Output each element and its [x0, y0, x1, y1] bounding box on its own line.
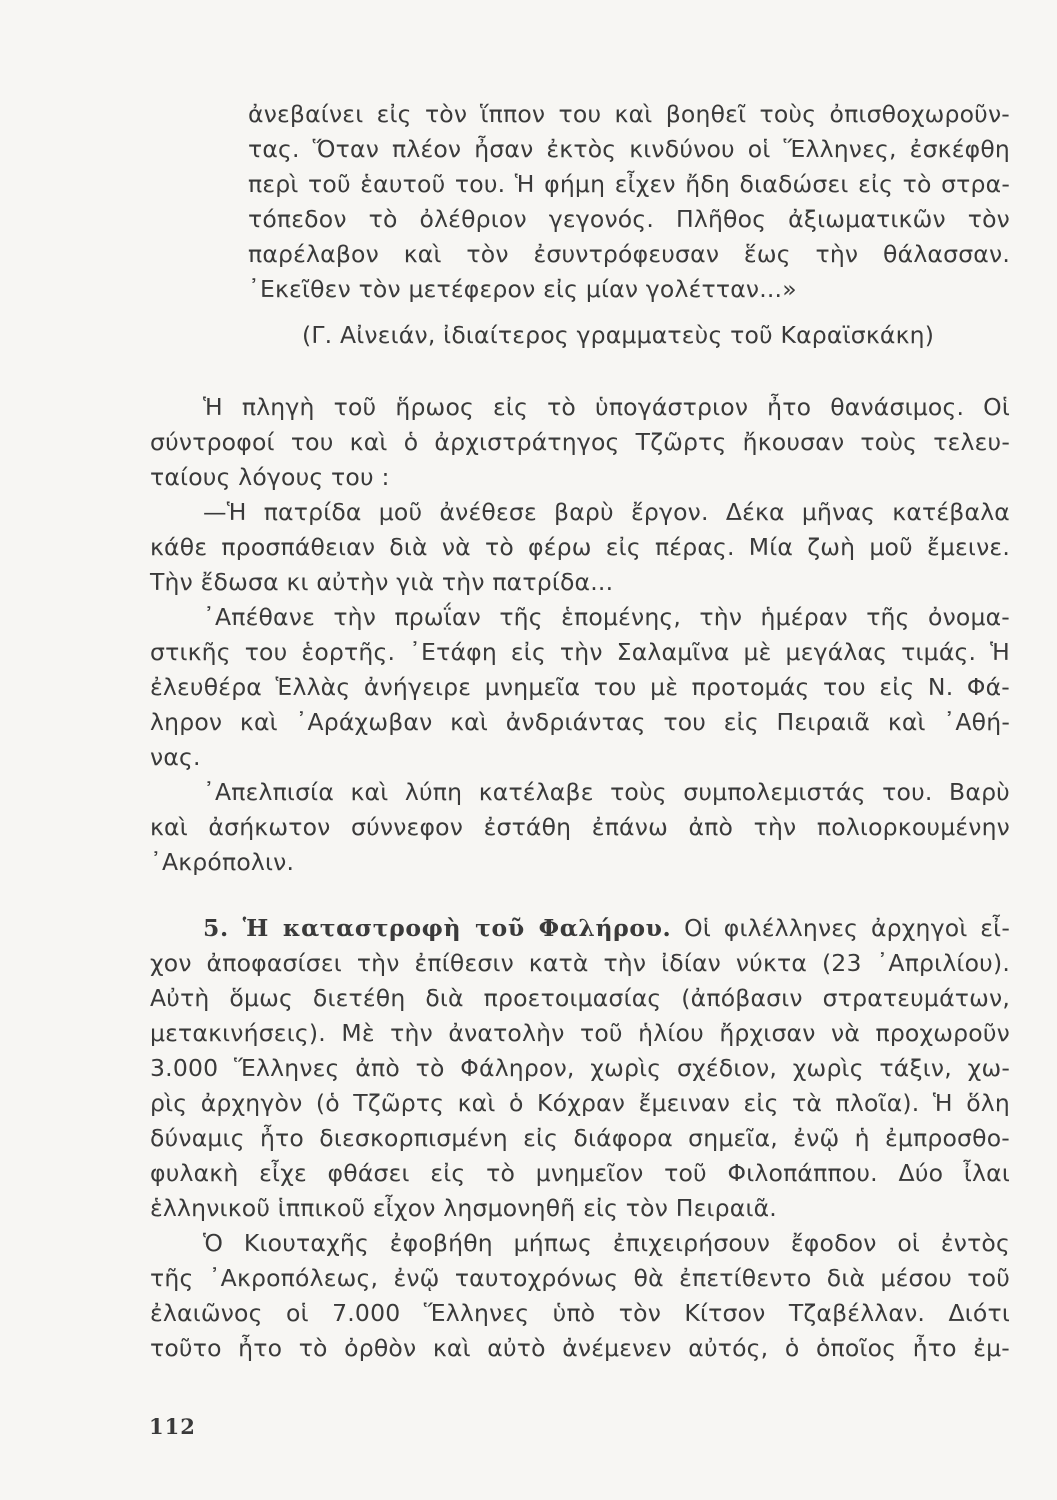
text-line: ἐλευθέρα Ἑλλὰς ἀνήγειρε μνημεῖα του μὲ προτομάς του εἰς Ν. Φά-	[150, 673, 1010, 701]
source-attribution: (Γ. Αἰνειάν, ἰδιαίτερος γραμματεὺς τοῦ Καραϊσκάκη)	[302, 321, 935, 349]
text-line: περὶ τοῦ ἑαυτοῦ του. Ἡ φήμη εἶχεν ἤδη διαδώσει εἰς τὸ στρα-	[248, 170, 1010, 198]
section-heading: 5. Ἡ καταστροφὴ τοῦ Φαλήρου.	[203, 914, 672, 942]
text-line: ρὶς ἀρχηγὸν (ὁ Τζῶρτς καὶ ὁ Κόχραν ἔμειναν εἰς τὰ πλοῖα). Ἡ ὅλη	[150, 1089, 1010, 1117]
text-line: τόπεδον τὸ ὀλέθριον γεγονός. Πλῆθος ἀξιωματικῶν τὸν	[248, 205, 1010, 233]
text-line: Αὐτὴ ὅμως διετέθη διὰ προετοιμασίας (ἀπόβασιν στρατευμάτων,	[150, 984, 1010, 1012]
text-line: ᾿Εκεῖθεν τὸν μετέφερον εἰς μίαν γολέτταν...»	[248, 275, 797, 303]
page-number: 112	[149, 1414, 196, 1439]
text-line: Ἡ πληγὴ τοῦ ἥρωος εἰς τὸ ὑπογάστριον ἦτο θανάσιμος. Οἱ	[203, 393, 1010, 421]
text-line: καὶ ἀσήκωτον σύννεφον ἐστάθη ἐπάνω ἀπὸ τὴν πολιορκουμένην	[150, 813, 1010, 841]
text-line: φυλακὴ εἶχε φθάσει εἰς τὸ μνημεῖον τοῦ Φιλοπάππου. Δύο ἶλαι	[150, 1159, 1010, 1187]
text-line: νας.	[150, 743, 201, 771]
text-line: στικῆς του ἑορτῆς. ᾿Ετάφη εἰς τὴν Σαλαμῖνα μὲ μεγάλας τιμάς. Ἡ	[150, 638, 1010, 666]
text-line: ἐλαιῶνος οἱ 7.000 Ἕλληνες ὑπὸ τὸν Κίτσον Τζαβέλλαν. Διότι	[150, 1299, 1010, 1327]
text-line: δύναμις ἦτο διεσκορπισμένη εἰς διάφορα σημεῖα, ἐνῷ ἡ ἐμπροσθο-	[150, 1124, 1010, 1152]
text-line: ληρον καὶ ᾿Αράχωβαν καὶ ἀνδριάντας του εἰς Πειραιᾶ καὶ ᾿Αθή-	[150, 708, 1010, 736]
text-line: ἑλληνικοῦ ἱππικοῦ εἶχον λησμονηθῆ εἰς τὸν Πειραιᾶ.	[150, 1194, 777, 1222]
text-line: κάθε προσπάθειαν διὰ νὰ τὸ φέρω εἰς πέρας. Μία ζωὴ μοῦ ἔμεινε.	[150, 533, 1010, 561]
text-span: Οἱ φιλέλληνες ἀρχηγοὶ εἶ-	[684, 914, 1011, 942]
text-line: —Ἡ πατρίδα μοῦ ἀνέθεσε βαρὺ ἔργον. Δέκα μῆνας κατέβαλα	[203, 498, 1010, 526]
text-line: τῆς ᾿Ακροπόλεως, ἐνῷ ταυτοχρόνως θὰ ἐπετίθεντο διὰ μέσου τοῦ	[150, 1264, 1010, 1292]
section-paragraph-first-line	[203, 912, 1010, 944]
text-line: Ὁ Κιουταχῆς ἐφοβήθη μήπως ἐπιχειρήσουν ἔφοδον οἱ ἐντὸς	[203, 1229, 1010, 1257]
text-line: τοῦτο ἦτο τὸ ὀρθὸν καὶ αὐτὸ ἀνέμενεν αὐτός, ὁ ὁποῖος ἦτο ἐμ-	[150, 1334, 1010, 1362]
text-line: μετακινήσεις). Μὲ τὴν ἀνατολὴν τοῦ ἡλίου ἤρχισαν νὰ προχωροῦν	[150, 1019, 1010, 1047]
text-line: ἀνεβαίνει εἰς τὸν ἵππον του καὶ βοηθεῖ τοὺς ὀπισθοχωροῦν-	[248, 100, 1010, 128]
text-line: τας. Ὅταν πλέον ἦσαν ἐκτὸς κινδύνου οἱ Ἕλληνες, ἐσκέφθη	[248, 135, 1010, 163]
text-line: ᾿Ακρόπολιν.	[150, 848, 295, 876]
text-line: ταίους λόγους του :	[150, 463, 390, 491]
text-line: ᾿Απέθανε τὴν πρωΐαν τῆς ἑπομένης, τὴν ἡμέραν τῆς ὀνομα-	[203, 603, 1010, 631]
text-line: χον ἀποφασίσει τὴν ἐπίθεσιν κατὰ τὴν ἰδίαν νύκτα (23 ᾿Απριλίου).	[150, 949, 1010, 977]
text-line: παρέλαβον καὶ τὸν ἐσυντρόφευσαν ἕως τὴν θάλασσαν.	[248, 240, 1010, 268]
text-line: 3.000 Ἕλληνες ἀπὸ τὸ Φάληρον, χωρὶς σχέδιον, χωρὶς τάξιν, χω-	[150, 1054, 1010, 1082]
text-line: Τὴν ἔδωσα κι αὐτὴν γιὰ τὴν πατρίδα...	[150, 568, 614, 596]
text-line: σύντροφοί του καὶ ὁ ἀρχιστράτηγος Τζῶρτς ἤκουσαν τοὺς τελευ-	[150, 428, 1010, 456]
text-line: ᾿Απελπισία καὶ λύπη κατέλαβε τοὺς συμπολεμιστάς του. Βαρὺ	[203, 778, 1010, 806]
